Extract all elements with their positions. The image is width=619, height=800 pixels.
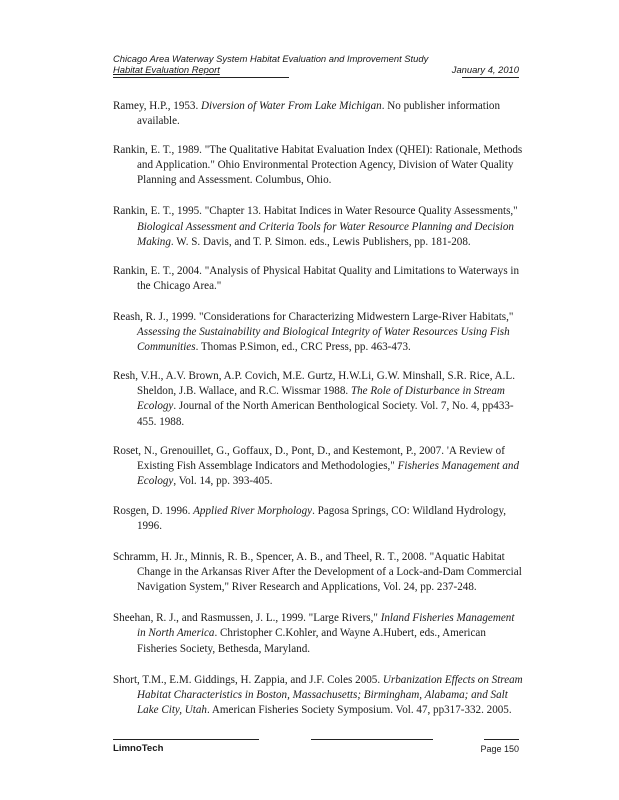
reference-entry xyxy=(113,611,523,656)
reference-author: Schramm, H. Jr., Minnis, R. B., Spencer, A. B., and Theel, R. T., 2008. "Aquatic Habitat Change in the Arkansas River After the Development of a Lock-and-Dam Commercial Navigation System," River Research and Applications, Vol. 24, pp. 237-248. xyxy=(113,551,522,594)
reference-author: Rankin, E. T., 2004. "Analysis of Physical Habitat Quality and Limitations to Waterways in the Chicago Area." xyxy=(113,264,520,292)
reference-entry xyxy=(113,673,523,718)
reference-title: Applied River Morphology xyxy=(193,504,313,517)
reference-author: Roset, N., Grenouillet, G., Goffaux, D., Pont, D., and Kestemont, P., 2007. 'A Review of Existing Fish Assemblage Indicators and Methodologies," xyxy=(113,444,505,472)
reference-title: Assessing the Sustainability and Biological Integrity of Water Resources Using Fish Communities xyxy=(137,326,510,354)
header-date: January 4, 2010 xyxy=(451,64,519,75)
reference-details: . Journal of the North American Benthological Society. Vol. 7, No. 4, pp433-455. 1988. xyxy=(137,400,514,428)
reference-title: Urbanization Effects on Stream Habitat Characteristics in Boston, Massachusetts; Birmingham, Alabama; and Salt Lake City, Utah xyxy=(137,673,523,716)
reference-details: , Vol. 14, pp. 393-405. xyxy=(173,474,273,487)
header-study-title: Chicago Area Waterway System Habitat Evaluation and Improvement Study xyxy=(113,53,429,64)
reference-details: . Christopher C.Kohler, and Wayne A.Hubert, eds., American Fisheries Society, Bethesda, Maryland. xyxy=(137,627,486,655)
reference-title: Inland Fisheries Management in North America xyxy=(137,612,515,640)
reference-author: Rankin, E. T., 1989. "The Qualitative Habitat Evaluation Index (QHEI): Rationale, Methods and Application." Ohio Environmental Protection Agency, Division of Water Quality Planning and Assessment. Columbus, Ohio. xyxy=(113,144,523,187)
footer-rule-right xyxy=(484,739,519,740)
reference-author: Rankin, E. T., 1995. "Chapter 13. Habitat Indices in Water Resource Quality Assessments," xyxy=(113,205,518,218)
reference-author: Rosgen, D. 1996. xyxy=(113,504,194,517)
reference-entry xyxy=(113,310,523,355)
reference-title: Diversion of Water From Lake Michigan xyxy=(201,100,382,112)
reference-author: Reash, R. J., 1999. "Considerations for Characterizing Midwestern Large-River Habitats," xyxy=(113,310,514,323)
reference-details: . W. S. Davis, and T. P. Simon. eds., Lewis Publishers, pp. 181-208. xyxy=(170,235,471,248)
reference-entry xyxy=(113,143,523,188)
header-rule-left xyxy=(113,77,289,78)
reference-entry xyxy=(113,204,523,249)
page-header xyxy=(113,53,519,75)
footer-page-number: Page 150 xyxy=(480,744,519,754)
reference-title: The Role of Disturbance in Stream Ecology xyxy=(137,385,505,413)
footer-rule-left xyxy=(113,739,259,740)
reference-entry xyxy=(113,504,523,534)
reference-details: . American Fisheries Society Symposium. Vol. 47, pp317-332. 2005. xyxy=(206,703,512,716)
reference-author: Short, T.M., E.M. Giddings, H. Zappia, and J.F. Coles 2005. xyxy=(113,673,383,686)
reference-author: Sheehan, R. J., and Rasmussen, J. L., 1999. "Large Rivers," xyxy=(113,612,381,625)
header-rule-right xyxy=(462,77,519,78)
header-report-title: Habitat Evaluation Report xyxy=(113,64,220,75)
reference-title: Fisheries Management and Ecology xyxy=(137,459,519,487)
reference-list xyxy=(113,99,523,718)
reference-entry xyxy=(113,550,523,595)
reference-author: Ramey, H.P., 1953. xyxy=(113,100,202,112)
reference-author: Resh, V.H., A.V. Brown, A.P. Covich, M.E. Gurtz, H.W.Li, G.W. Minshall, S.R. Rice, A.L. Sheldon, J.B. Wallace, and R.C. Wissmar 1988. xyxy=(113,370,515,398)
footer-company: LimnoTech xyxy=(113,743,164,754)
reference-details: . Thomas P.Simon, ed., CRC Press, pp. 463-473. xyxy=(195,341,411,354)
reference-entry xyxy=(113,444,523,489)
reference-details: . Pagosa Springs, CO: Wildland Hydrology, 1996. xyxy=(137,504,507,532)
reference-entry xyxy=(113,264,523,294)
reference-title: Biological Assessment and Criteria Tools for Water Resource Planning and Decision Making xyxy=(137,220,514,248)
footer-rule-center xyxy=(311,739,433,740)
reference-details: . No publisher information available. xyxy=(137,100,501,128)
reference-entry xyxy=(113,369,523,429)
reference-entry xyxy=(113,99,523,129)
